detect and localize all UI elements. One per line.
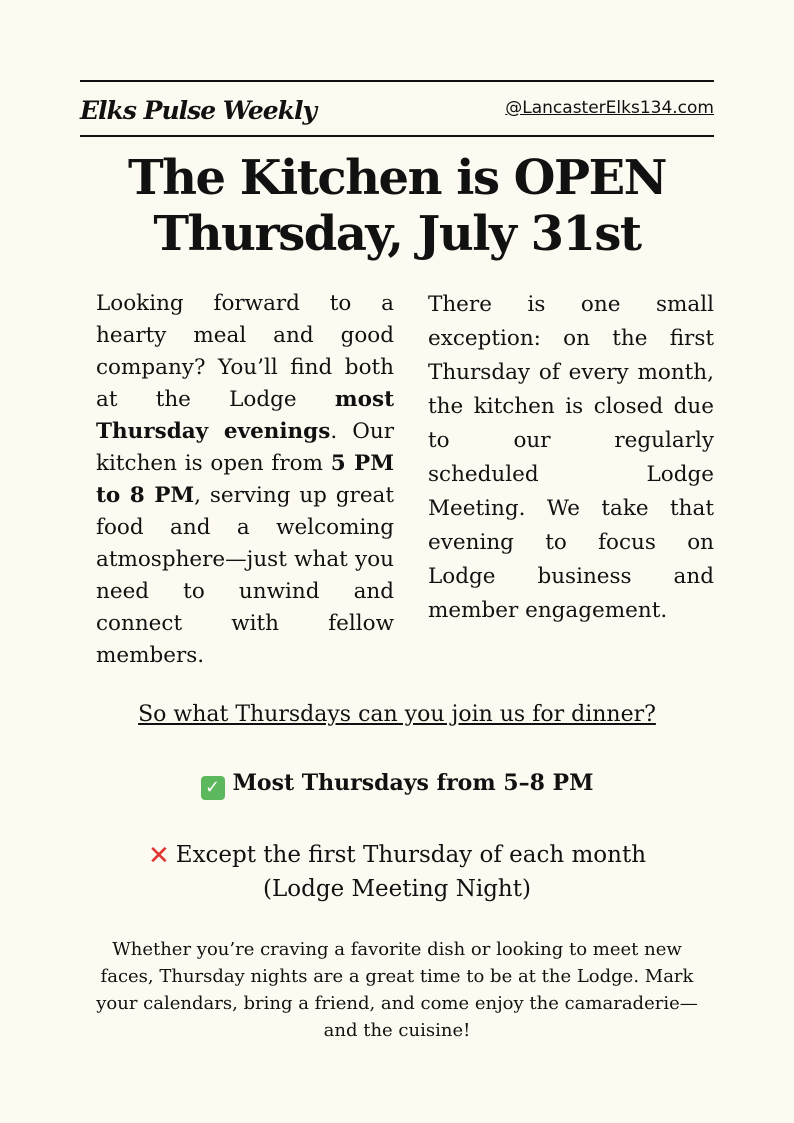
cross-mark-icon: ✕ xyxy=(147,841,170,871)
right-column-paragraph: There is one small exception: on the first Thursday of every month, the kitchen is closed due to our regularly scheduled Lodge Meeting. We take that evening to focus on Lodge business and member engagement. xyxy=(428,292,714,623)
closed-thursday-text: Except the first Thursday of each month xyxy=(175,842,647,868)
page-title xyxy=(60,150,734,262)
check-mark-icon: ✓ xyxy=(201,776,225,800)
publication-name: Elks Pulse Weekly xyxy=(80,96,317,125)
closed-thursday-note: (Lodge Meeting Night) xyxy=(263,876,531,902)
headline-line-2: Thursday, July 31st xyxy=(153,206,641,262)
headline-line-1: The Kitchen is OPEN xyxy=(127,150,667,206)
left-text-2: . Our kitchen is open from xyxy=(96,419,394,476)
masthead-bottom-rule xyxy=(80,135,714,137)
schedule-question: So what Thursdays can you join us for dinner? xyxy=(138,702,656,727)
left-column-paragraph xyxy=(96,288,394,672)
open-thursdays-line xyxy=(0,770,794,800)
left-bold-1: most Thursday evenings xyxy=(96,387,394,444)
closing-paragraph: Whether you’re craving a favorite dish or looking to meet new faces, Thursday nights are a great time to be at the Lodge. Mark your calendars, bring a friend, and come enjoy the camaraderie—and the cuisine! xyxy=(96,939,698,1041)
open-thursdays-text: Most Thursdays from 5–8 PM xyxy=(232,770,594,796)
closed-thursday-line xyxy=(0,839,794,906)
left-text-3: , serving up great food and a welcoming atmosphere—just what you need to unwind and connect with fellow members. xyxy=(96,483,394,668)
website-link[interactable]: @LancasterElks134.com xyxy=(505,98,714,118)
masthead-top-rule xyxy=(80,80,714,82)
left-bold-2: 5 PM to 8 PM xyxy=(96,451,394,508)
left-text-1: Looking forward to a hearty meal and good company? You’ll find both at the Lodge xyxy=(96,291,394,412)
